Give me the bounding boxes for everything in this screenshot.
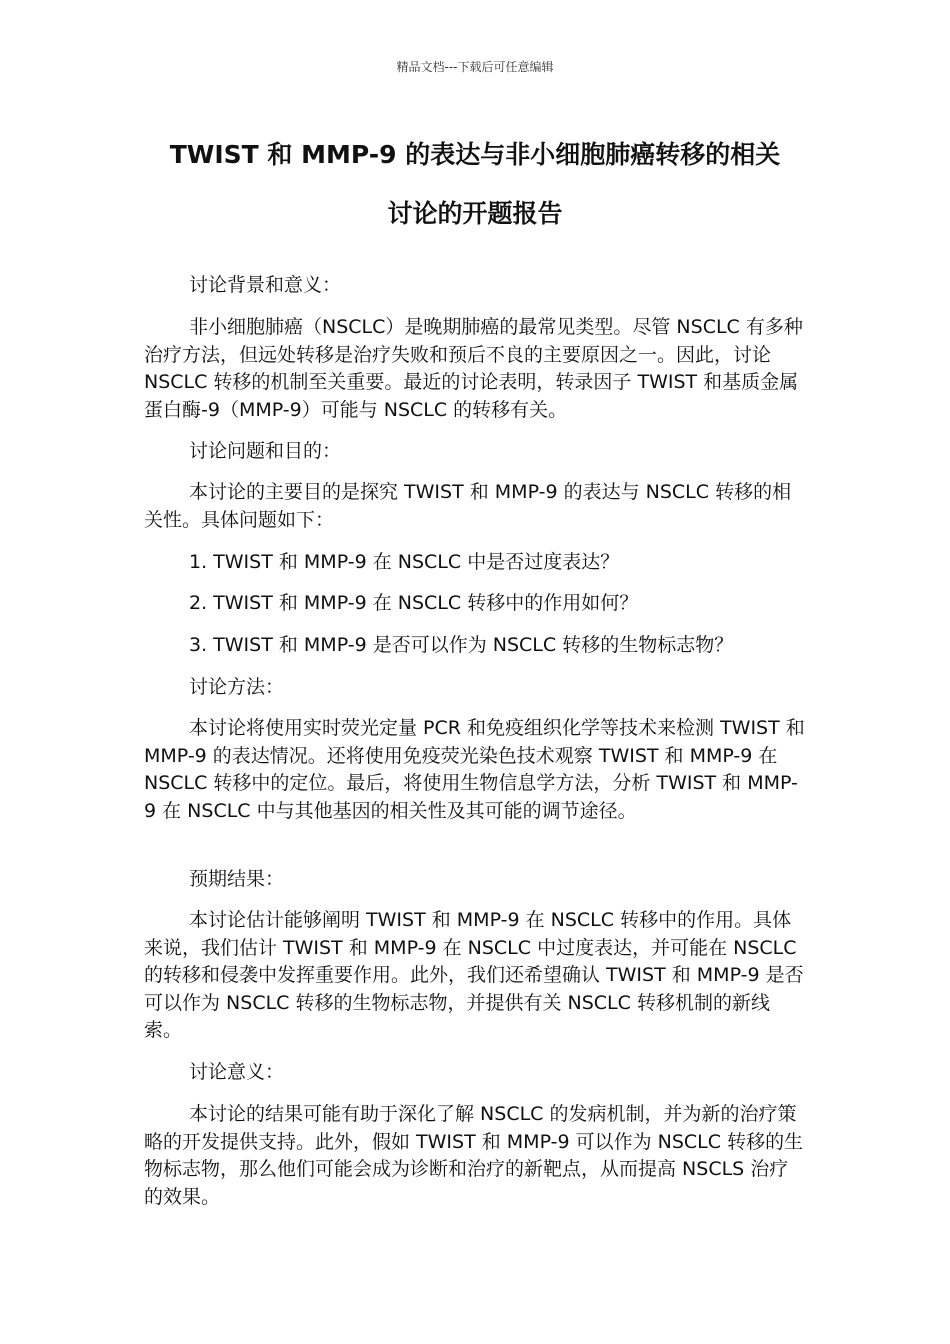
- methods-heading: 讨论方法：: [189, 676, 285, 698]
- question-item-3: 3. TWIST 和 MMP-9 是否可以作为 NSCLC 转移的生物标志物？: [189, 634, 734, 656]
- question-item-1: 1. TWIST 和 MMP-9 在 NSCLC 中是否过度表达？: [189, 551, 620, 573]
- background-paragraph: 非小细胞肺癌（NSCLC）是晚期肺癌的最常见类型。尽管 NSCLC 有多种治疗方法，但远处转移是治疗失败和预后不良的主要原因之一。因此，讨论 NSCLC 转移的机制至关重要。最近的讨论表明，转录因子 TWIST 和基质金属蛋白酶-9（MMP-9）可能与 NSCLC 的转移有关。: [144, 316, 803, 421]
- results-paragraph: 本讨论估计能够阐明 TWIST 和 MMP-9 在 NSCLC 转移中的作用。具体来说，我们估计 TWIST 和 MMP-9 在 NSCLC 中过度表达，并可能在 NSCLC 的转移和侵袭中发挥重要作用。此外，我们还希望确认 TWIST 和 MMP-9 是否可以作为 NSCLC 转移的生物标志物，并提供有关 NSCLC 转移机制的新线索。: [144, 909, 804, 1041]
- methods-paragraph: 本讨论将使用实时荧光定量 PCR 和免疫组织化学等技术来检测 TWIST 和 MMP-9 的表达情况。还将使用免疫荧光染色技术观察 TWIST 和 MMP-9 在 NSCLC 转移中的定位。最后，将使用生物信息学方法，分析 TWIST 和 MMP-9 在 NSCLC 中与其他基因的相关性及其可能的调节途径。: [144, 717, 805, 822]
- significance-paragraph: 本讨论的结果可能有助于深化了解 NSCLC 的发病机制，并为新的治疗策略的开发提供支持。此外，假如 TWIST 和 MMP-9 可以作为 NSCLC 转移的生物标志物，那么他们可能会成为诊断和治疗的新靶点，从而提高 NSCLS 治疗的效果。: [144, 1103, 804, 1208]
- header-note: 精品文档---下载后可任意编辑: [396, 60, 554, 74]
- question-item-2: 2. TWIST 和 MMP-9 在 NSCLC 转移中的作用如何？: [189, 592, 639, 614]
- questions-paragraph: 本讨论的主要目的是探究 TWIST 和 MMP-9 的表达与 NSCLC 转移的相关性。具体问题如下：: [144, 481, 792, 531]
- document-title-line-2: 讨论的开题报告: [387, 199, 563, 228]
- significance-heading: 讨论意义：: [189, 1061, 285, 1083]
- results-heading: 预期结果：: [189, 868, 285, 890]
- background-heading: 讨论背景和意义：: [189, 274, 342, 296]
- document-title-line-1: TWIST 和 MMP-9 的表达与非小细胞肺癌转移的相关: [169, 140, 781, 169]
- questions-heading: 讨论问题和目的：: [189, 440, 342, 462]
